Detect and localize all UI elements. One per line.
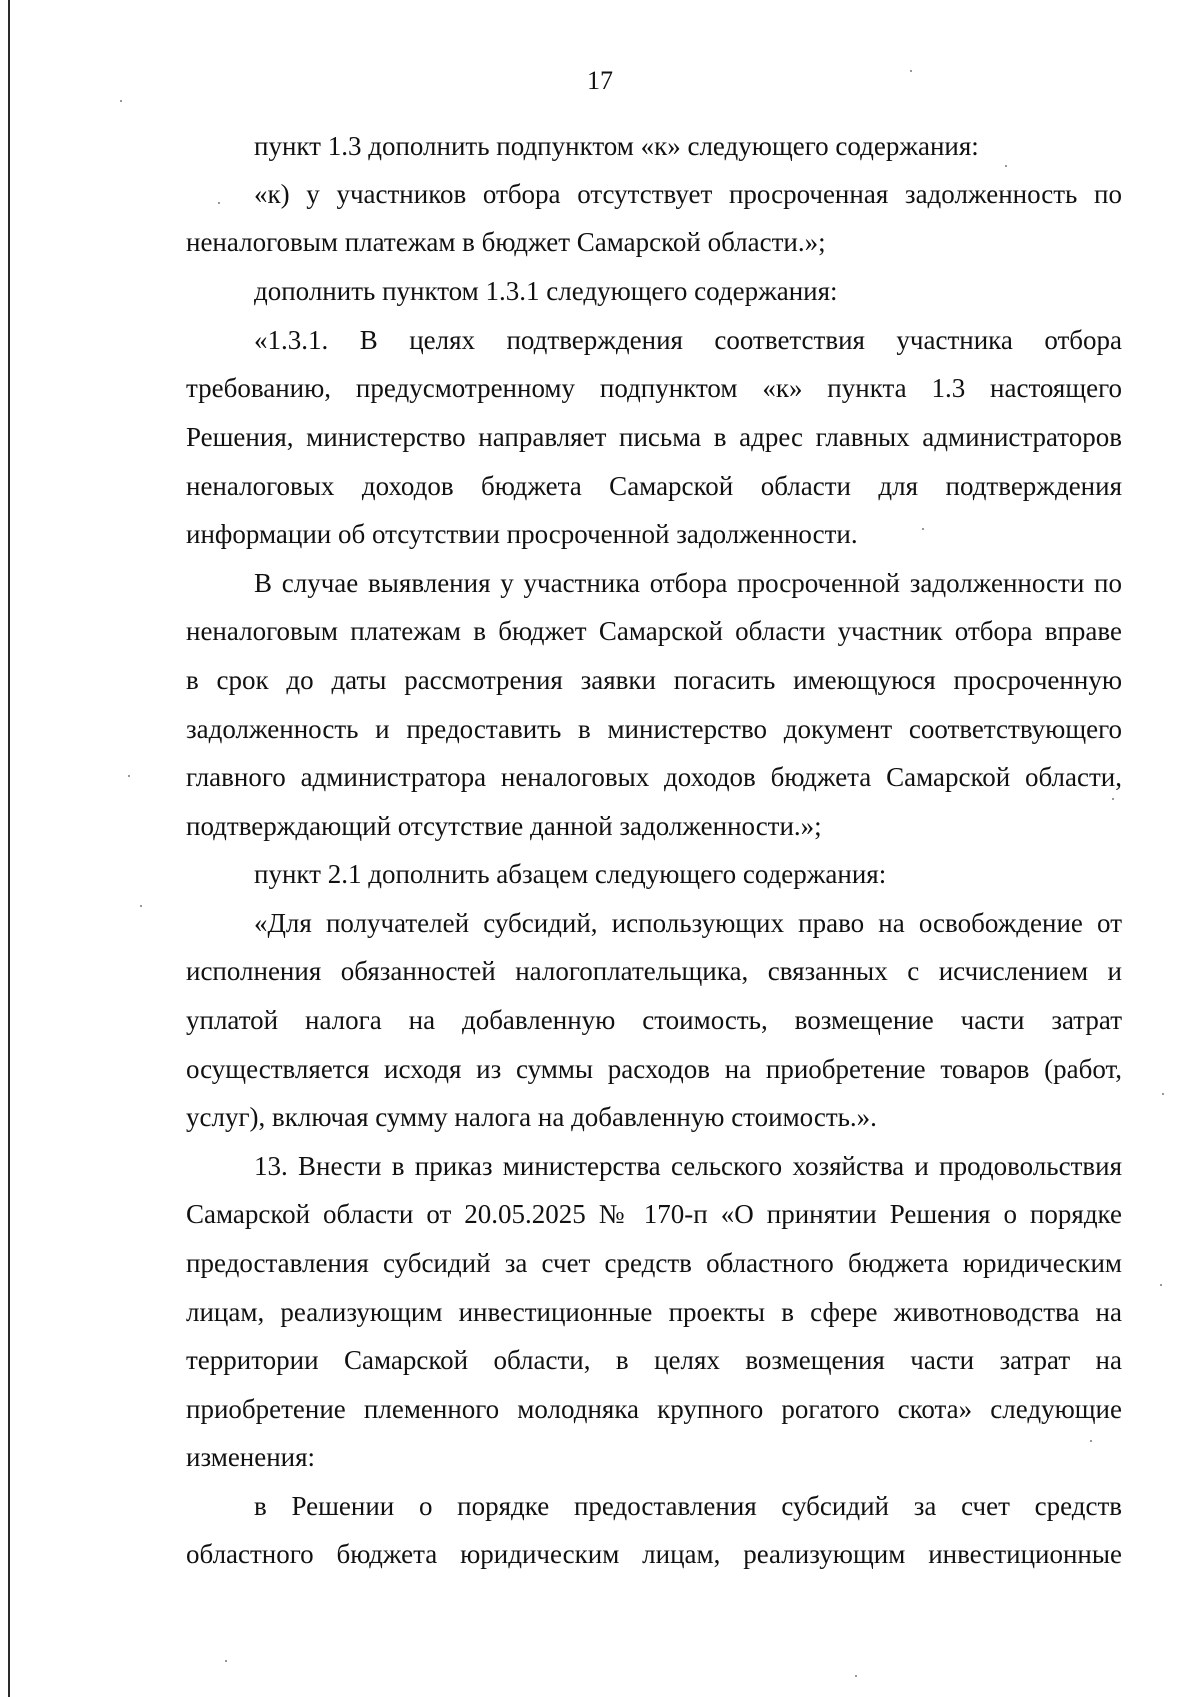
text-line: «Для получателей субсидий, использующих право на освобождение от: [254, 908, 1122, 938]
text-line: предоставления субсидий за счет средств областного бюджета юридическим: [186, 1248, 1122, 1278]
text-line: лицам, реализующим инвестиционные проекты в сфере животноводства на: [186, 1297, 1122, 1327]
text-line: пункт 2.1 дополнить абзацем следующего содержания:: [254, 859, 887, 889]
text-line: пункт 1.3 дополнить подпунктом «к» следующего содержания:: [254, 131, 979, 161]
scan-speck: [1160, 1284, 1162, 1286]
text-line: областного бюджета юридическим лицам, реализующим инвестиционные: [186, 1539, 1122, 1569]
text-line: неналоговым платежам в бюджет Самарской области.»;: [186, 227, 826, 257]
text-line: неналоговым платежам в бюджет Самарской области участник отбора вправе: [186, 616, 1122, 646]
text-line: уплатой налога на добавленную стоимость, возмещение части затрат: [186, 1005, 1122, 1035]
text-line: осуществляется исходя из суммы расходов на приобретение товаров (работ,: [186, 1054, 1122, 1084]
text-line: в Решении о порядке предоставления субсидий за счет средств: [254, 1491, 1122, 1521]
scan-speck: [120, 100, 122, 102]
text-line: в срок до даты рассмотрения заявки погасить имеющуюся просроченную: [186, 665, 1122, 695]
text-line: «1.3.1. В целях подтверждения соответствия участника отбора: [254, 325, 1122, 355]
scan-speck: [140, 905, 142, 907]
text-line: дополнить пунктом 1.3.1 следующего содержания:: [254, 276, 838, 306]
scan-speck: [855, 1675, 857, 1677]
scan-speck: [128, 775, 130, 777]
scan-speck: [218, 202, 220, 204]
text-line: главного администратора неналоговых доходов бюджета Самарской области,: [186, 762, 1122, 792]
text-line: подтверждающий отсутствие данной задолженности.»;: [186, 811, 822, 841]
text-line: Решения, министерство направляет письма в адрес главных администраторов: [186, 422, 1122, 452]
text-line: «к) у участников отбора отсутствует просроченная задолженность по: [254, 179, 1122, 209]
scan-speck: [1112, 798, 1114, 800]
text-line: неналоговых доходов бюджета Самарской области для подтверждения: [186, 471, 1122, 501]
text-line: услуг), включая сумму налога на добавленную стоимость.».: [186, 1102, 877, 1132]
text-line: В случае выявления у участника отбора просроченной задолженности по: [254, 568, 1122, 598]
text-line: 13. Внести в приказ министерства сельского хозяйства и продовольствия: [254, 1151, 1122, 1181]
text-line: приобретение племенного молодняка крупного рогатого скота» следующие: [186, 1394, 1122, 1424]
scan-left-border: [8, 0, 10, 1697]
scan-speck: [1005, 165, 1007, 167]
text-line: требованию, предусмотренному подпунктом «к» пункта 1.3 настоящего: [186, 373, 1122, 403]
text-line: Самарской области от 20.05.2025 № 170-п «О принятии Решения о порядке: [186, 1199, 1122, 1229]
text-line: исполнения обязанностей налогоплательщика, связанных с исчислением и: [186, 956, 1122, 986]
text-line: задолженность и предоставить в министерство документ соответствующего: [186, 714, 1122, 744]
scan-speck: [225, 1660, 227, 1662]
text-line: изменения:: [186, 1442, 316, 1472]
text-line: информации об отсутствии просроченной задолженности.: [186, 519, 858, 549]
page-number: 17: [587, 66, 613, 95]
text-line: территории Самарской области, в целях возмещения части затрат на: [186, 1345, 1122, 1375]
scan-speck: [1162, 1093, 1164, 1095]
